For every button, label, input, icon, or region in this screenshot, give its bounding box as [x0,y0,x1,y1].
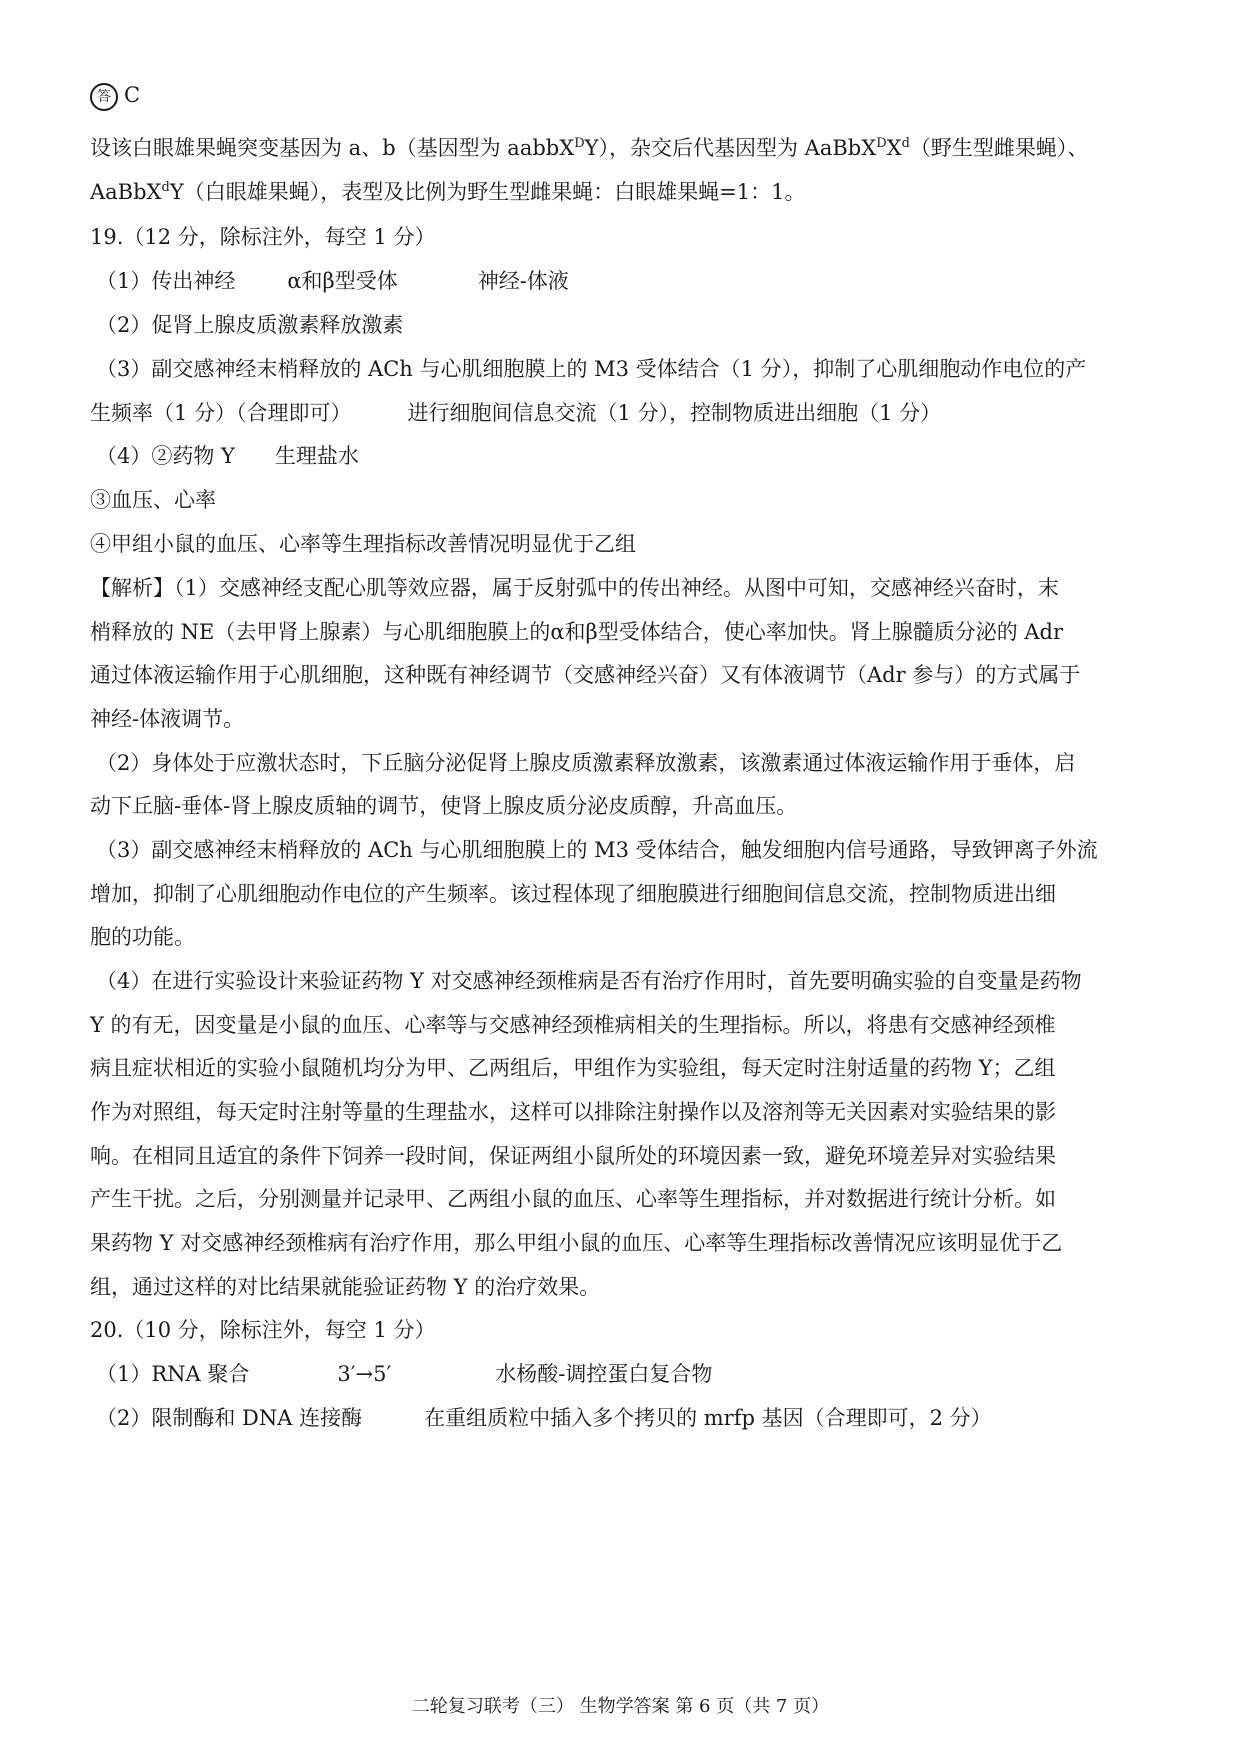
analysis-line: 通过体液运输作用于心肌细胞，这种既有神经调节（交感神经兴奋）又有体液调节（Adr 参与）的方式属于 [90,663,1081,687]
q19-answer-1 [96,266,1151,296]
superscript: d [901,136,910,151]
q18-line-2 [90,177,1151,207]
text: （野生型雌果蝇）、 [909,136,1089,160]
analysis-line: （3）副交感神经末梢释放的 ACh 与心肌细胞膜上的 M3 受体结合，触发细胞内信号通路，导致钾离子外流 [96,838,1098,862]
analysis-line: 【解析】（1）交感神经支配心肌等效应器，属于反射弧中的传出神经。从图中可知，交感神经兴奋时，末 [90,576,1059,600]
analysis-line: （2）身体处于应激状态时，下丘脑分泌促肾上腺皮质激素释放激素，该激素通过体液运输作用于垂体，启 [96,751,1076,775]
analysis-line: 响。在相同且适宜的条件下饲养一段时间，保证两组小鼠所处的环境因素一致，避免环境差异对实验结果 [90,1144,1056,1168]
q18-line-1 [90,133,1151,163]
analysis-line: 胞的功能。 [90,925,195,949]
superscript: D [574,136,585,151]
analysis-line: Y 的有无，因变量是小鼠的血压、心率等与交感神经颈椎病相关的生理指标。所以，将患有交感神经颈椎 [90,1013,1056,1037]
q19-title: 19.（12 分，除标注外，每空 1 分） [90,225,436,249]
q20-answer-2 [96,1403,1151,1433]
superscript: d [161,180,170,195]
text: （2）限制酶和 DNA 连接酶 [96,1406,363,1430]
text: 3′→5′ [337,1362,392,1386]
analysis-line: （4）在进行实验设计来验证药物 Y 对交感神经颈椎病是否有治疗作用时，首先要明确实验的自变量是药物 [96,969,1082,993]
analysis-line: 动下丘脑-垂体-肾上腺皮质轴的调节，使肾上腺皮质分泌皮质醇，升高血压。 [90,794,798,818]
q19-answer-4c: ④甲组小鼠的血压、心率等生理指标改善情况明显优于乙组 [90,532,636,556]
q19-answer-3b [90,398,1151,428]
q19-answer-3a: （3）副交感神经末梢释放的 ACh 与心肌细胞膜上的 M3 受体结合（1 分），抑制了心肌细胞动作电位的产 [96,357,1087,381]
analysis-line: 神经-体液调节。 [90,707,245,731]
page-footer: 二轮复习联考（三） 生物学答案 第 6 页（共 7 页） [411,1696,830,1717]
text: 在重组质粒中插入多个拷贝的 mrfp 基因（合理即可，2 分） [424,1406,992,1430]
text: 生理盐水 [274,444,359,468]
analysis-line: 增加，抑制了心肌细胞动作电位的产生频率。该过程体现了细胞膜进行细胞间信息交流，控制物质进出细 [90,882,1056,906]
text: 设该白眼雄果蝇突变基因为 a、b（基因型为 aabbX [90,136,575,160]
text: Y（白眼雄果蝇），表型及比例为野生型雌果蝇：白眼雄果蝇=1：1。 [169,180,806,204]
text: （1）RNA 聚合 [96,1362,250,1386]
text: （1）传出神经 [96,269,236,293]
q19-answer-4b: ③血压、心率 [90,488,216,512]
answer-header [90,80,1151,111]
text: （4）②药物 Y [96,444,235,468]
analysis-line: 梢释放的 NE（去甲肾上腺素）与心肌细胞膜上的α和β型受体结合，使心率加快。肾上腺髓质分泌的 Adr [90,620,1064,644]
text: X [886,136,902,160]
superscript: D [876,136,887,151]
text: Y），杂交后代基因型为 AaBbX [584,136,877,160]
q19-answer-2: （2）促肾上腺皮质激素释放激素 [96,313,404,337]
text: 神经-体液 [477,269,569,293]
answer-choice: C [124,83,141,107]
text: 进行细胞间信息交流（1 分），控制物质进出细胞（1 分） [407,401,942,425]
text: 水杨酸-调控蛋白复合物 [495,1362,713,1386]
text: 生频率（1 分）（合理即可） [90,401,352,425]
analysis-line: 作为对照组，每天定时注射等量的生理盐水，这样可以排除注射操作以及溶剂等无关因素对实验结果的影 [90,1100,1056,1124]
analysis-line: 产生干扰。之后，分别测量并记录甲、乙两组小鼠的血压、心率等生理指标，并对数据进行统计分析。如 [90,1187,1056,1211]
analysis-line: 组，通过这样的对比结果就能验证药物 Y 的治疗效果。 [90,1275,601,1299]
analysis-line: 果药物 Y 对交感神经颈椎病有治疗作用，那么甲组小鼠的血压、心率等生理指标改善情况应该明显优于乙 [90,1231,1063,1255]
text: AaBbX [90,180,162,204]
q20-title: 20.（10 分，除标注外，每空 1 分） [90,1318,436,1342]
text: α和β型受体 [287,269,398,293]
q20-answer-1 [96,1359,1151,1389]
analysis-line: 病且症状相近的实验小鼠随机均分为甲、乙两组后，甲组作为实验组，每天定时注射适量的药物 Y；乙组 [90,1056,1056,1080]
q19-answer-4 [96,441,1151,471]
answer-badge-icon: 答 [90,83,118,111]
